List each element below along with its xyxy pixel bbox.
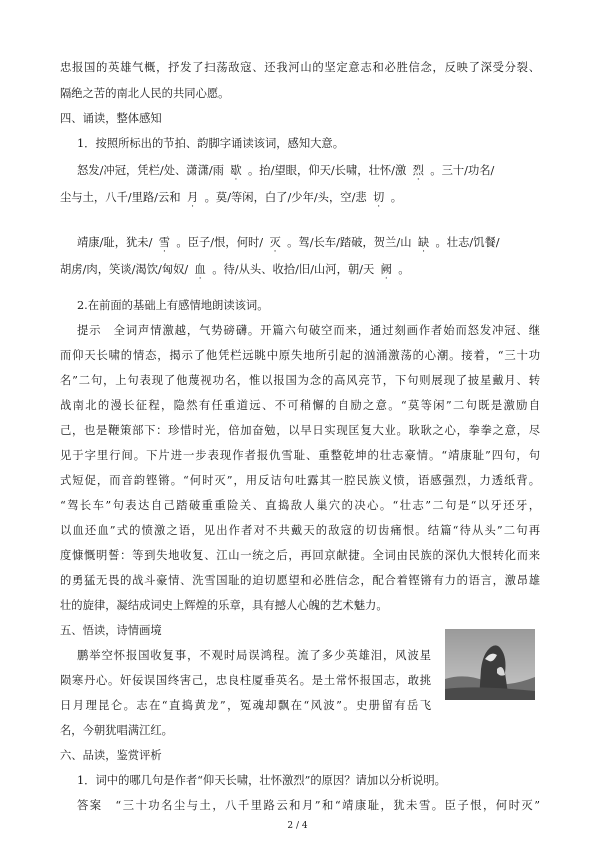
rhyme-char: 灭 ·: [269, 236, 281, 257]
tip-line: 的勇猛无畏的战斗豪情、洗雪国耻的迫切愿望和必胜信念，配合着铿锵有力的语言，激昂雄: [60, 574, 540, 587]
poem-text-line: 名，今朝犹唱满江红。: [60, 724, 173, 737]
poem-segment: 尘与土，八千/里路/云和: [60, 191, 181, 204]
poem-segment: 。三十/功名/: [430, 164, 495, 177]
list-item: 2.在前面的基础上有感情地朗读该词。: [77, 299, 269, 312]
tip-line: 见于字里行间。下片进一步表现作者报仇雪耻、重整乾坤的壮志豪情。“靖康耻”四句，句: [60, 449, 540, 462]
tip-line: “驾长车”句表达自己踏破重重险关、直捣敌人巢穴的决心。“壮志”二句是“以牙还牙，: [60, 499, 540, 512]
tip-line: 名”二句，上句表现了他蔑视功名，惟以报国为念的高风亮节，下句则展现了披星戴月、转: [60, 374, 540, 387]
poem-segment: 胡虏/肉，笑谈/渴饮/匈奴/: [60, 263, 189, 276]
poem-line: [77, 163, 495, 185]
body-text-line: 隔绝之苦的南北人民的共同心愿。: [60, 87, 230, 100]
poem-line: 胡虏/肉，笑谈/渴饮/匈奴/ 血 · 。待/从头、收拾/旧/山河，朝/天 阙 · 。: [60, 263, 410, 284]
section-heading: 六、品读，鉴赏评析: [60, 749, 162, 762]
tip-line: 己，也是鞭策部下：珍惜时光，倍加奋勉，以早日实现匡复大业。耿耿之心，拳拳之意，尽: [60, 424, 540, 437]
rhyme-char: 月 ·: [186, 191, 199, 212]
poem-segment: 。抬/望眼，仰天/长啸，壮怀/激: [247, 164, 407, 177]
poem-segment: 怒发/冲冠，凭栏/处、潇潇/雨: [77, 164, 224, 177]
tip-line: 壮的旋律，凝结成词史上辉煌的乐章，具有撼人心魄的艺术魅力。: [60, 599, 388, 612]
page-number: 2 / 4: [287, 821, 308, 831]
poem-line: 尘与土，八千/里路/云和 月 · 。莫/等闲，白了/少年/头，空/悲 切 · 。: [60, 191, 402, 212]
poem-segment: 。待/从头、收拾/旧/山河，朝/天: [212, 263, 375, 276]
tip-line: 度慷慨明誓：等到失地收复、江山一统之后，再回京献捷。全词由民族的深仇大恨转化而来: [60, 549, 540, 562]
tip-line: 战南北的漫长征程，隐然有任重道远、不可稍懈的自励之意。“莫等闲”二句既是激励自: [60, 399, 540, 412]
rhyme-char: 歇 ·: [230, 164, 242, 185]
tip-line: 而仰天长啸的情态，揭示了他凭栏远眺中原失地所引起的汹涌激荡的心潮。接着，“三十功: [60, 349, 540, 362]
rhyme-char: 阙 ·: [380, 263, 392, 284]
rhyme-char: 切 ·: [373, 191, 385, 212]
section-heading: 五、悟读，诗情画境: [60, 624, 162, 637]
section-heading: 四、诵读，整体感知: [60, 112, 162, 125]
poem-segment: 。驾/长车/踏破，贺兰/山: [287, 236, 412, 249]
list-item: 1．按照所标出的节拍、韵脚字诵读该词，感知大意。: [77, 137, 345, 150]
poem-segment: 靖康/耻，犹未/: [77, 236, 153, 249]
tip-line: 以血还血”式的愤激之语，见出作者对不共戴天的敌寇的切齿痛恨。结篇“待从头”二句再: [60, 524, 540, 537]
poem-text-line: 日月理昆仑。志在“直捣黄龙”，冤魂却飘在“风波”。史册留有岳飞: [60, 699, 431, 712]
poem-text-line: 陨寒丹心。奸佞误国终害己，忠良柱厦垂英名。是土常怀报国志，敢挑: [60, 674, 431, 687]
poem-text-line: 鹏举空怀报国收复事，不观时局误鸿程。流了多少英雄泪，风波星: [77, 649, 431, 662]
poem-segment: 。臣子/恨，何时/: [176, 236, 264, 249]
poem-segment: 。莫/等闲，白了/少年/头，空/悲: [204, 191, 367, 204]
rhyme-char: 雪 ·: [158, 236, 171, 257]
landscape-photo: [445, 629, 535, 700]
poem-line: [77, 235, 500, 257]
question: 1．词中的哪几句是作者“仰天长啸，壮怀激烈”的原因？请加以分析说明。: [77, 774, 446, 787]
tip-line: 提示 全词声情激越，气势磅礴。开篇六句破空而来，通过刻画作者始而怒发冲冠、继: [77, 324, 540, 337]
tip-line: 式短促，而音韵铿锵。“何时灭”，用反诘句吐露其一腔民族义愤，语感强烈，力透纸背。: [60, 474, 540, 487]
poem-segment: 。壮志/饥餐/: [435, 236, 500, 249]
answer-text: 答案 “三十功名尘与土，八千里路云和月”和“靖康耻，犹未雪。臣子恨，何时灭”: [77, 799, 540, 812]
rhyme-char: 烈 ·: [412, 164, 424, 185]
rhyme-char: 缺 ·: [417, 236, 430, 257]
body-text-line: 忠报国的英雄气概，抒发了扫荡敌寇、还我河山的坚定意志和必胜信念，反映了深受分裂、: [60, 61, 540, 74]
rhyme-char: 血 ·: [194, 263, 206, 284]
